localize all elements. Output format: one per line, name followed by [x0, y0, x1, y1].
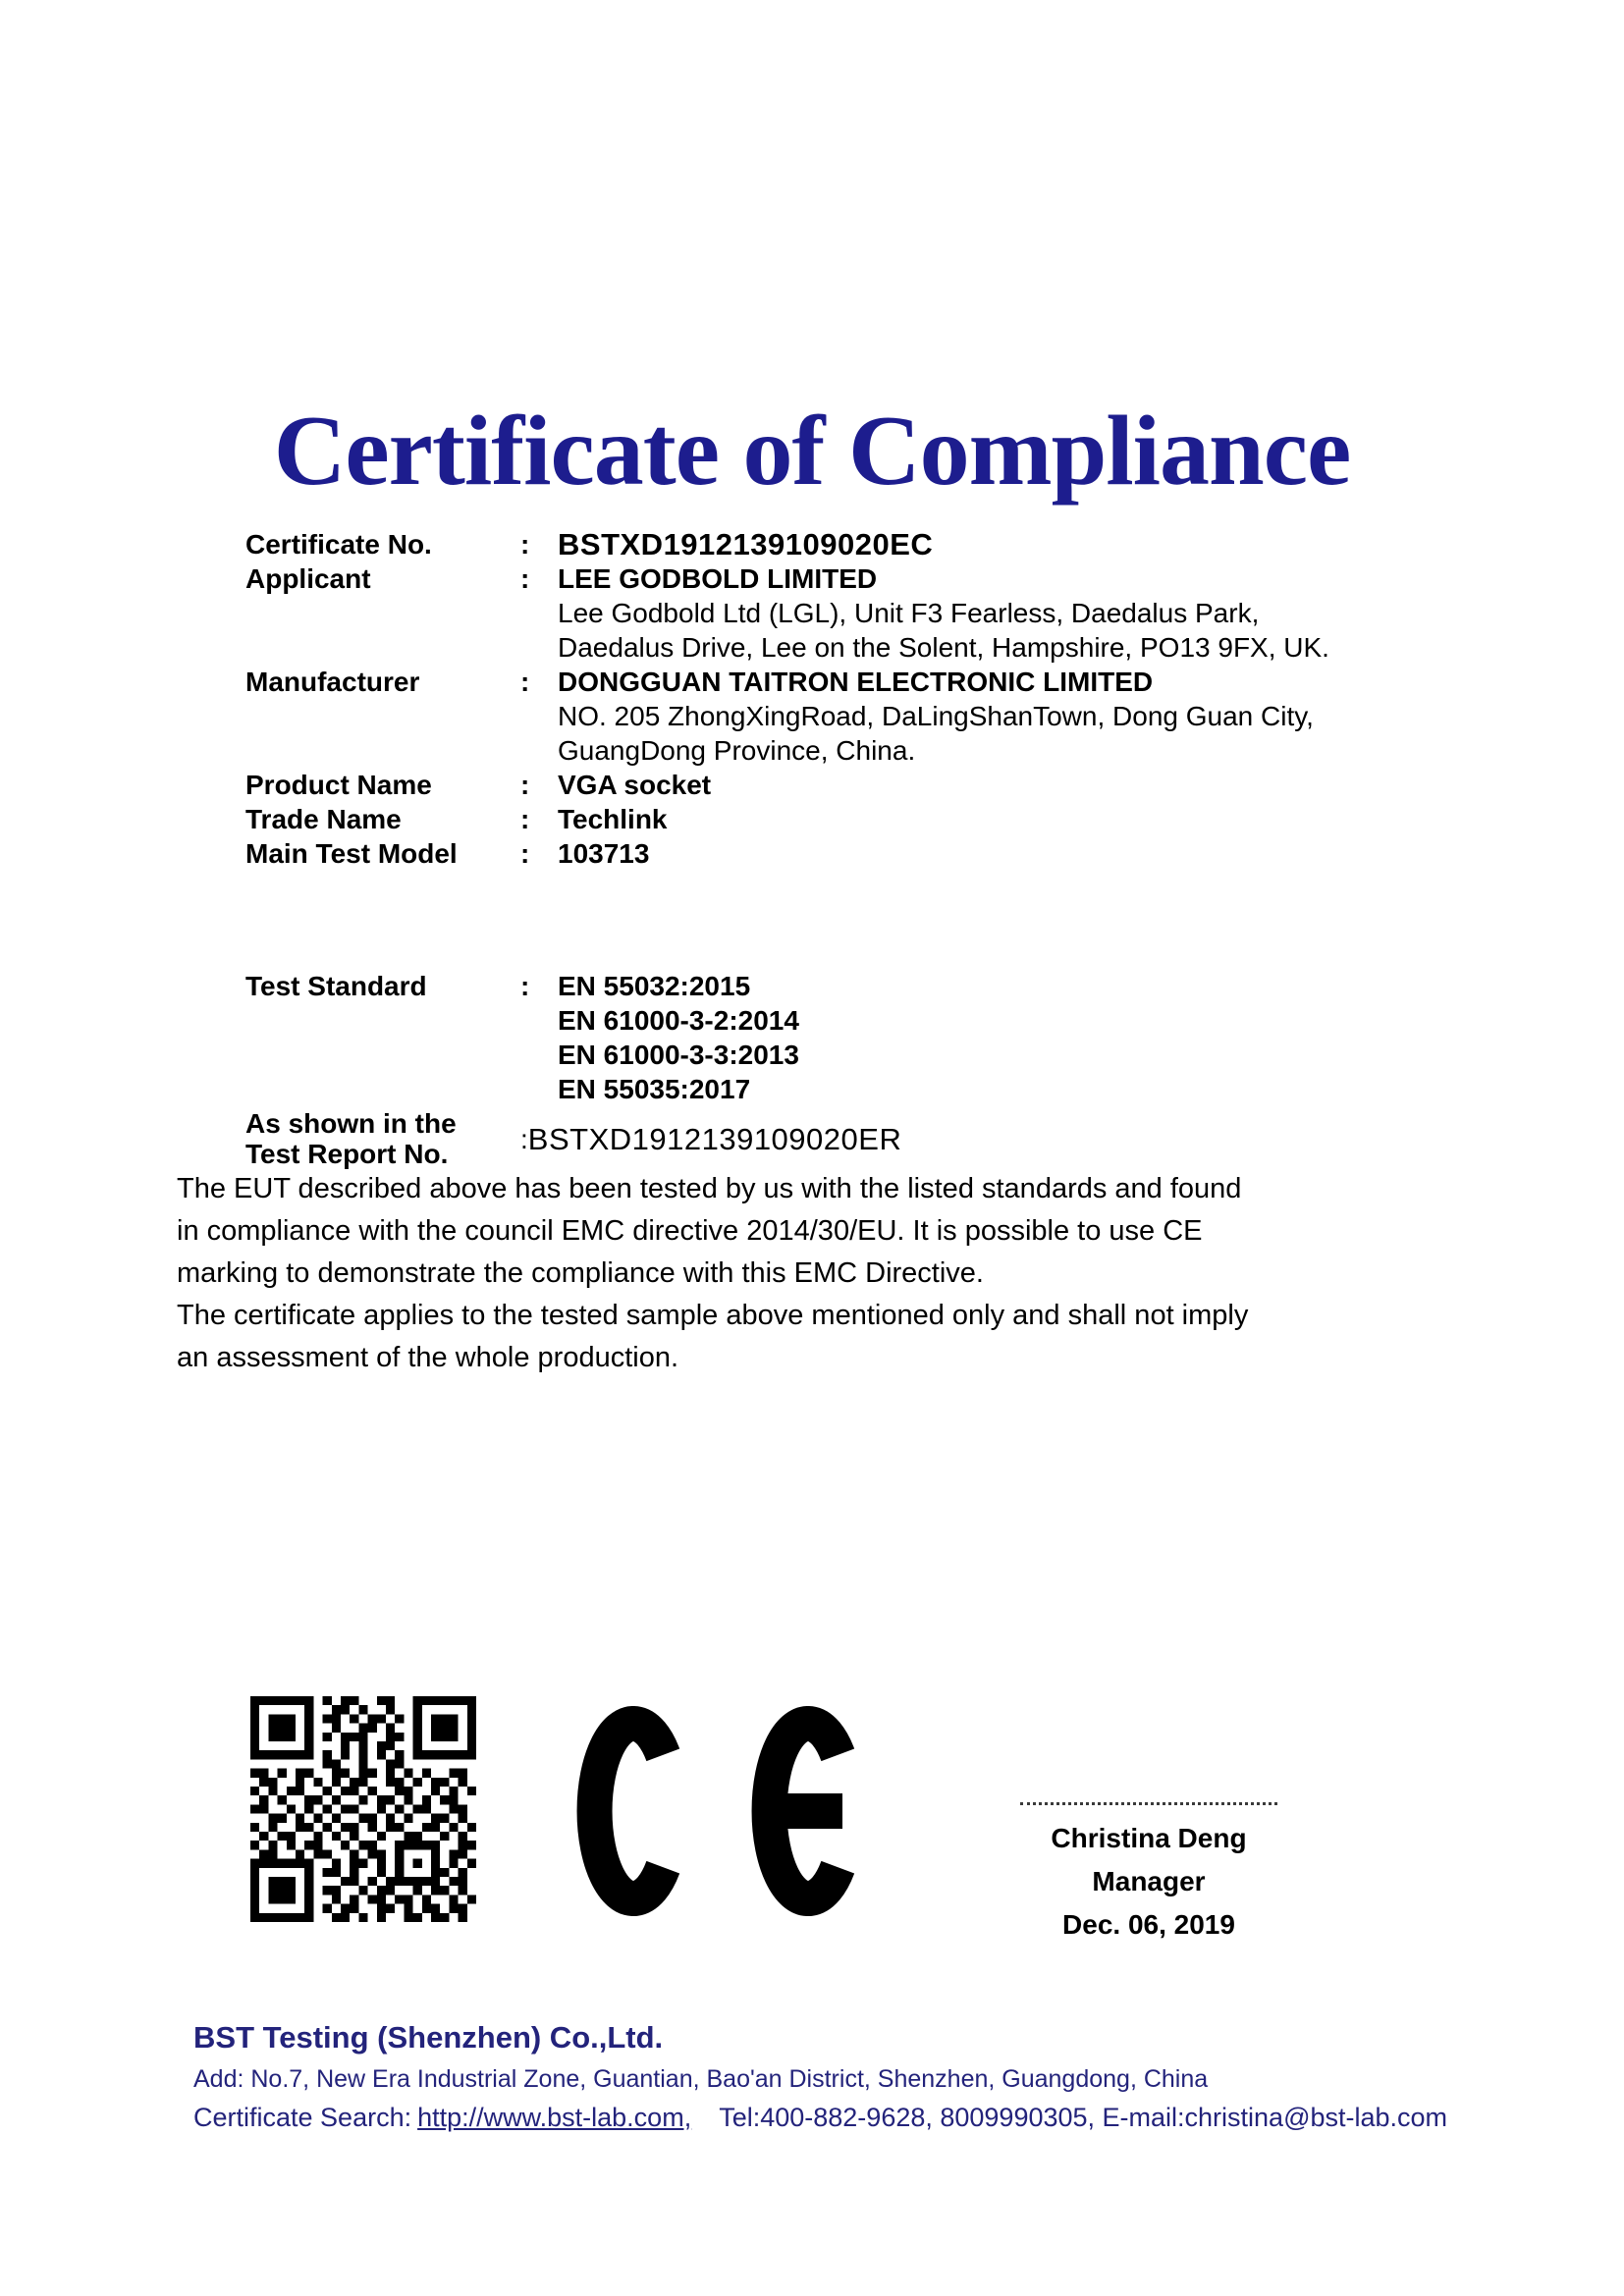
colon: : — [520, 971, 530, 1001]
footer-address: Add: No.7, New Era Industrial Zone, Guantian, Bao'an District, Shenzhen, Guangdong, China — [193, 2065, 1209, 2093]
trade-name-value: Techlink — [558, 804, 668, 834]
test-standard-line: EN 55035:2017 — [558, 1074, 751, 1104]
product-name-value: VGA socket — [558, 770, 712, 800]
colon: : — [520, 1123, 528, 1154]
info-row-certificate-no — [245, 527, 1502, 561]
info-row-applicant — [245, 561, 1502, 665]
footer-search-line — [193, 2103, 1447, 2133]
test-standard-line: EN 55032:2015 — [558, 971, 751, 1001]
certificate-search-label: Certificate Search: — [193, 2103, 412, 2132]
ce-mark-icon — [576, 1706, 866, 1916]
manufacturer-name: DONGGUAN TAITRON ELECTRONIC LIMITED — [558, 667, 1154, 697]
test-standard-line: EN 61000-3-3:2013 — [558, 1040, 799, 1070]
applicant-name: LEE GODBOLD LIMITED — [558, 563, 878, 594]
test-report-label-line2: Test Report No. — [245, 1139, 449, 1169]
main-test-model-value: 103713 — [558, 838, 650, 869]
signature-date: Dec. 06, 2019 — [1062, 1909, 1235, 1940]
certificate-number: BSTXD1912139109020EC — [558, 527, 934, 561]
manufacturer-address-line: GuangDong Province, China. — [558, 735, 916, 766]
test-report-label-line1: As shown in the — [245, 1108, 457, 1139]
compliance-statement — [177, 1168, 1473, 1379]
applicant-address-line: Daedalus Drive, Lee on the Solent, Hampshire, PO13 9FX, UK. — [558, 632, 1329, 663]
colon: : — [520, 804, 530, 834]
applicant-label: Applicant — [245, 563, 371, 594]
certificate-no-label: Certificate No. — [245, 529, 432, 560]
signature-dotted-line — [1020, 1802, 1277, 1805]
statement-line: in compliance with the council EMC directive 2014/30/EU. It is possible to use CE — [177, 1215, 1203, 1247]
statement-line: The certificate applies to the tested sample above mentioned only and shall not imply — [177, 1300, 1249, 1331]
statement-line: an assessment of the whole production. — [177, 1342, 679, 1373]
section-gap — [245, 871, 1502, 969]
applicant-value — [558, 561, 1329, 665]
colon: : — [520, 563, 530, 594]
main-test-model-label: Main Test Model — [245, 838, 458, 869]
manufacturer-label: Manufacturer — [245, 667, 420, 697]
certificate-search-link[interactable]: http://www.bst-lab.com, — [417, 2103, 692, 2132]
colon: : — [520, 667, 530, 697]
statement-line: The EUT described above has been tested by us with the listed standards and found — [177, 1173, 1242, 1204]
signatory-name: Christina Deng — [1051, 1823, 1247, 1853]
test-standard-label: Test Standard — [245, 971, 427, 1001]
info-row-main-test-model — [245, 836, 1502, 871]
colon: : — [520, 770, 530, 800]
page-title: Certificate of Compliance — [273, 396, 1351, 507]
colon: : — [520, 838, 530, 869]
manufacturer-value — [558, 665, 1314, 768]
signature-block — [987, 1802, 1311, 1947]
footer-contact: Tel:400-882-9628, 8009990305, E-mail:christina@bst-lab.com — [719, 2103, 1448, 2132]
colon: : — [520, 529, 530, 560]
test-standard-list — [558, 969, 799, 1106]
test-report-number: BSTXD1912139109020ER — [527, 1121, 902, 1156]
manufacturer-address-line: NO. 205 ZhongXingRoad, DaLingShanTown, Dong Guan City, — [558, 701, 1314, 731]
test-report-label — [245, 1108, 520, 1169]
trade-name-label: Trade Name — [245, 804, 402, 834]
statement-line: marking to demonstrate the compliance with this EMC Directive. — [177, 1257, 984, 1289]
info-row-test-standard — [245, 969, 1502, 1106]
applicant-address-line: Lee Godbold Ltd (LGL), Unit F3 Fearless, Daedalus Park, — [558, 598, 1260, 628]
qr-code — [250, 1696, 476, 1922]
certificate-info — [245, 527, 1502, 1169]
signatory-role: Manager — [1092, 1866, 1206, 1896]
info-row-product-name — [245, 768, 1502, 802]
test-standard-line: EN 61000-3-2:2014 — [558, 1005, 799, 1036]
product-name-label: Product Name — [245, 770, 432, 800]
info-row-test-report-no — [245, 1108, 1502, 1169]
info-row-trade-name — [245, 802, 1502, 836]
info-row-manufacturer — [245, 665, 1502, 768]
footer-company: BST Testing (Shenzhen) Co.,Ltd. — [193, 2020, 664, 2055]
